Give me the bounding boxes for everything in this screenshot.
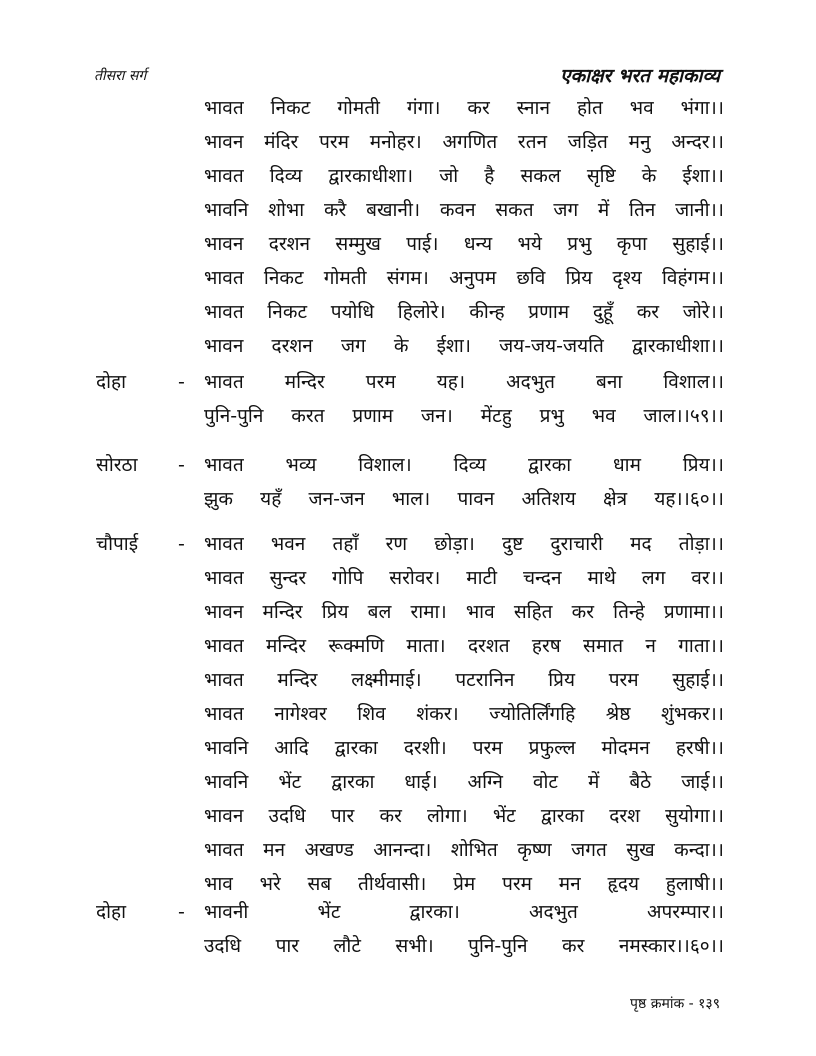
verse-text: भावत मन अखण्ड आनन्दा। शोभित कृष्ण जगत सुख कन्दा।। (204, 839, 724, 861)
verse-line (0, 484, 816, 518)
verse-line (0, 263, 816, 297)
verse-block (0, 897, 816, 965)
verse-line (0, 563, 816, 597)
verse-text: भाव भरे सब तीर्थवासी। प्रेम परम मन हृदय हुलाषी।। (204, 873, 724, 895)
verse-line (0, 297, 816, 331)
verse-text: भावत भव्य विशाल। दिव्य द्वारका धाम प्रिय।। (204, 454, 724, 476)
verse-line (0, 127, 816, 161)
verse-line (0, 631, 816, 665)
verse-text: भावत मन्दिर रूक्मणि माता। दरशत हरष समात न गाता।। (204, 635, 724, 657)
verse-type-label: दोहा (96, 901, 127, 923)
page-number: पृष्ठ क्रमांक - १३९ (630, 996, 720, 1012)
verse-line (0, 529, 816, 563)
verse-block (0, 93, 816, 365)
verse-text: भावत निकट गोमती संगम। अनुपम छवि प्रिय दृश्य विहंगम।। (204, 267, 724, 289)
verse-line (0, 597, 816, 631)
verse-text: भावनि शोभा करै बखानी। कवन सकत जग में तिन जानी।। (204, 199, 724, 221)
verse-line (0, 195, 816, 229)
verse-block (0, 529, 816, 903)
verse-line (0, 767, 816, 801)
verse-text: भावत नागेश्वर शिव शंकर। ज्योतिर्लिंगहि श्रेष्ठ शुंभकर।। (204, 703, 724, 725)
verse-block (0, 367, 816, 435)
verse-text: भावन दरशन सम्मुख पाई। धन्य भये प्रभु कृपा सुहाई।। (204, 233, 724, 255)
verse-line (0, 331, 816, 365)
verse-dash: - (178, 901, 185, 923)
verse-text: भावनि आदि द्वारका दरशी। परम प्रफुल्ल मोदमन हरषी।। (204, 737, 724, 759)
verse-line (0, 367, 816, 401)
verse-type-label: सोरठा (96, 454, 138, 476)
verse-text: भावत मन्दिर परम यह। अदभुत बना विशाल।। (204, 371, 724, 393)
verse-type-label: चौपाई (96, 533, 139, 555)
verse-line (0, 931, 816, 965)
verse-text: पुनि-पुनि करत प्रणाम जन। मेंटहु प्रभु भव जाल।।५९।। (204, 405, 724, 427)
verse-text: उदधि पार लौटे सभी। पुनि-पुनि कर नमस्कार।।६०।। (204, 935, 724, 957)
verse-text: भावत दिव्य द्वारकाधीशा। जो है सकल सृष्टि के ईशा।। (204, 165, 724, 187)
verse-line (0, 897, 816, 931)
verse-line (0, 801, 816, 835)
verse-line (0, 161, 816, 195)
verse-text: भावत भवन तहाँ रण छोड़ा। दुष्ट दुराचारी मद तोड़ा।। (204, 533, 724, 555)
verse-text: झुक यहँ जन-जन भाल। पावन अतिशय क्षेत्र यह।।६०।। (204, 488, 724, 510)
verse-line (0, 699, 816, 733)
verse-line (0, 450, 816, 484)
verse-text: भावत मन्दिर लक्ष्मीमाई। पटरानिन प्रिय परम सुहाई।। (204, 669, 724, 691)
verse-dash: - (178, 533, 185, 555)
verse-text: भावन दरशन जग के ईशा। जय-जय-जयति द्वारकाधीशा।। (204, 335, 724, 357)
verse-dash: - (178, 371, 185, 393)
verse-line (0, 733, 816, 767)
verse-dash: - (178, 454, 185, 476)
page-header-right: एकाक्षर भरत महाकाव्य (559, 65, 720, 87)
verse-line (0, 665, 816, 699)
verse-text: भावत निकट पयोधि हिलोरे। कीन्ह प्रणाम दुहूँ कर जोरे।। (204, 301, 724, 323)
verse-line (0, 835, 816, 869)
verse-text: भावन उदधि पार कर लोगा। भेंट द्वारका दरश सुयोगा।। (204, 805, 724, 827)
verse-text: भावत निकट गोमती गंगा। कर स्नान होत भव भंगा।। (204, 97, 724, 119)
verse-text: भावन मंदिर परम मनोहर। अगणित रतन जड़ित मनु अन्दर।। (204, 131, 724, 153)
verse-text: भावन मन्दिर प्रिय बल रामा। भाव सहित कर तिन्हे प्रणामा।। (204, 601, 724, 623)
verse-line (0, 229, 816, 263)
page-header-left: तीसरा सर्ग (94, 68, 147, 84)
verse-text: भावनि भेंट द्वारका धाई। अग्नि वोट में बैठे जाई।। (204, 771, 724, 793)
verse-text: भावत सुन्दर गोपि सरोवर। माटी चन्दन माथे लग वर।। (204, 567, 724, 589)
verse-type-label: दोहा (96, 371, 127, 393)
verse-block (0, 450, 816, 518)
verse-text: भावनी भेंट द्वारका। अदभुत अपरम्पार।। (204, 901, 724, 923)
verse-line (0, 93, 816, 127)
verse-line (0, 401, 816, 435)
